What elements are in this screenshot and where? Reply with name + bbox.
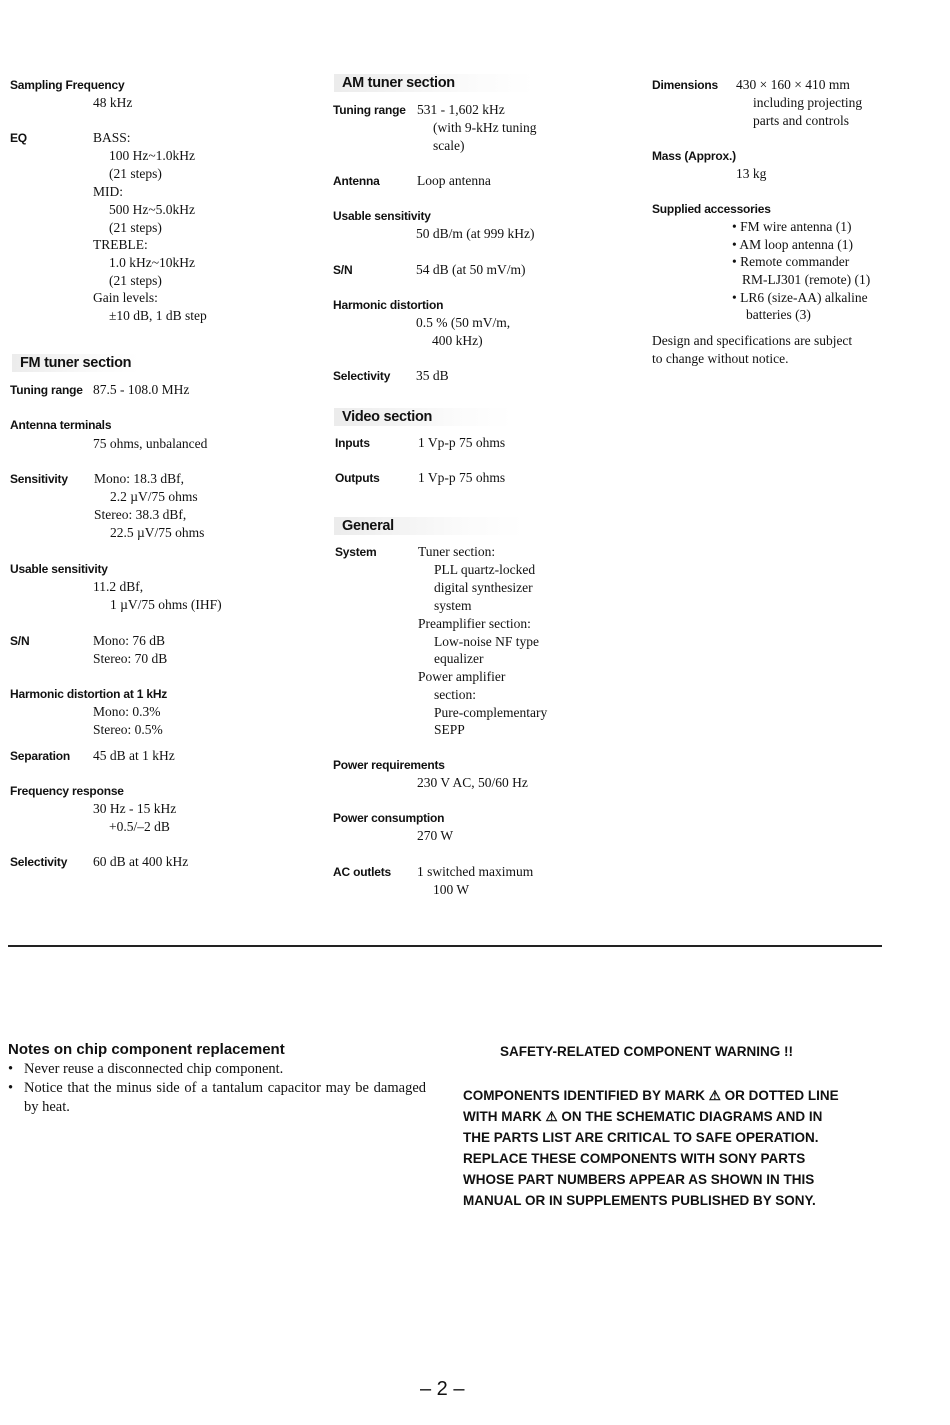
fm-sn-label: S/N xyxy=(10,634,30,648)
power-requirements-label: Power requirements xyxy=(333,758,445,772)
accessory-item: batteries (3) xyxy=(746,307,811,322)
dimensions-value-2: including projecting xyxy=(753,95,863,110)
fm-sensitivity-mono-2: 2.2 µV/75 ohms xyxy=(110,489,198,504)
accessory-item: • Remote commander xyxy=(732,254,850,269)
dimensions-label: Dimensions xyxy=(652,78,719,92)
fm-harmonic-distortion-stereo: Stereo: 0.5% xyxy=(93,722,163,737)
eq-bass: BASS: xyxy=(93,130,131,145)
fm-selectivity-label: Selectivity xyxy=(10,855,68,869)
am-harmonic-distortion-value: 0.5 % (50 mV/m, xyxy=(416,315,511,330)
fm-tuning-range-label: Tuning range xyxy=(10,383,83,397)
video-inputs-value: 1 Vp-p 75 ohms xyxy=(418,435,506,450)
horizontal-divider xyxy=(8,945,882,947)
fm-usable-sensitivity-label: Usable sensitivity xyxy=(10,562,108,576)
ac-outlets-label: AC outlets xyxy=(333,865,392,879)
fm-antenna-label: Antenna terminals xyxy=(10,418,112,432)
video-outputs-value: 1 Vp-p 75 ohms xyxy=(418,470,506,485)
notes-item: • Never reuse a disconnected chip component. xyxy=(8,1060,426,1079)
am-selectivity-label: Selectivity xyxy=(333,369,391,383)
system-line: SEPP xyxy=(434,722,465,737)
fm-sensitivity-mono: Mono: 18.3 dBf, xyxy=(94,471,185,486)
am-tuner-heading: AM tuner section xyxy=(334,74,535,92)
eq-bass-range: 100 Hz~1.0kHz xyxy=(109,148,196,163)
system-line: digital synthesizer xyxy=(434,580,533,595)
am-tuning-range-value: 531 - 1,602 kHz xyxy=(417,102,505,117)
eq-treble-range: 1.0 kHz~10kHz xyxy=(109,255,196,270)
am-usable-sensitivity-label: Usable sensitivity xyxy=(333,209,431,223)
system-line: PLL quartz-locked xyxy=(434,562,536,577)
eq-gain: Gain levels: xyxy=(93,290,158,305)
fm-antenna-value: 75 ohms, unbalanced xyxy=(93,436,208,451)
am-antenna-value: Loop antenna xyxy=(417,173,491,188)
am-usable-sensitivity-value: 50 dB/m (at 999 kHz) xyxy=(416,226,535,241)
ac-outlets-value: 1 switched maximum xyxy=(417,864,534,879)
notes-title: Notes on chip component replacement xyxy=(8,1041,285,1058)
am-sn-value: 54 dB (at 50 mV/m) xyxy=(416,262,526,277)
dimensions-value-3: parts and controls xyxy=(753,113,849,128)
fm-separation-label: Separation xyxy=(10,749,71,763)
fm-frequency-response-value-2: +0.5/–2 dB xyxy=(109,819,170,834)
accessory-item: • LR6 (size-AA) alkaline xyxy=(732,290,868,305)
am-harmonic-distortion-value-2: 400 kHz) xyxy=(432,333,483,348)
am-sn-label: S/N xyxy=(333,263,353,277)
system-label: System xyxy=(335,545,377,559)
am-tuning-range-value-3: scale) xyxy=(433,138,465,153)
am-antenna-label: Antenna xyxy=(333,174,380,188)
video-outputs-label: Outputs xyxy=(335,471,380,485)
dimensions-value: 430 × 160 × 410 mm xyxy=(736,77,850,92)
video-inputs-label: Inputs xyxy=(335,436,370,450)
fm-frequency-response-value: 30 Hz - 15 kHz xyxy=(93,801,177,816)
eq-mid-range: 500 Hz~5.0kHz xyxy=(109,202,196,217)
am-selectivity-value: 35 dB xyxy=(416,368,449,383)
general-heading: General xyxy=(334,517,524,535)
fm-tuner-heading: FM tuner section xyxy=(12,354,139,372)
fm-usable-sensitivity-value-2: 1 µV/75 ohms (IHF) xyxy=(110,597,222,612)
page-number: – 2 – xyxy=(420,1378,465,1400)
fm-selectivity-value: 60 dB at 400 kHz xyxy=(93,854,189,869)
fm-usable-sensitivity-value: 11.2 dBf, xyxy=(93,579,144,594)
system-line: Pure-complementary xyxy=(434,705,548,720)
fm-sensitivity-label: Sensitivity xyxy=(10,472,68,486)
system-line: equalizer xyxy=(434,651,484,666)
fm-frequency-response-label: Frequency response xyxy=(10,784,124,798)
fm-harmonic-distortion-label: Harmonic distortion at 1 kHz xyxy=(10,687,168,701)
system-line: Power amplifier xyxy=(418,669,506,684)
design-note-2: to change without notice. xyxy=(652,351,789,366)
fm-sensitivity-stereo-2: 22.5 µV/75 ohms xyxy=(110,525,205,540)
notes-item: • Notice that the minus side of a tantalum capacitor may be damaged by heat. xyxy=(8,1079,426,1117)
system-line: section: xyxy=(434,687,476,702)
am-tuning-range-label: Tuning range xyxy=(333,103,406,117)
ac-outlets-value-2: 100 W xyxy=(433,882,470,897)
fm-sn-stereo: Stereo: 70 dB xyxy=(93,651,168,666)
eq-treble-steps: (21 steps) xyxy=(109,273,162,288)
eq-mid-steps: (21 steps) xyxy=(109,220,162,235)
mass-value: 13 kg xyxy=(736,166,767,181)
safety-warning-title: SAFETY-RELATED COMPONENT WARNING !! xyxy=(500,1044,793,1059)
accessory-item: • AM loop antenna (1) xyxy=(732,237,853,252)
safety-warning-body: COMPONENTS IDENTIFIED BY MARK ⚠ OR DOTTED LINE WITH MARK ⚠ ON THE SCHEMATIC DIAGRAMS AND IN THE PARTS LIST ARE CRITICAL TO SAFE OPERATION. REPLACE THESE COMPONENTS WITH SONY PARTS WHOSE PART NUMBERS APPEAR AS SHOWN IN THIS MANUAL OR IN SUPPLEMENTS PUBLISHED BY SONY. xyxy=(463,1088,839,1208)
system-line: Low-noise NF type xyxy=(434,634,539,649)
eq-mid: MID: xyxy=(93,184,123,199)
system-line: Preamplifier section: xyxy=(418,616,531,631)
am-harmonic-distortion-label: Harmonic distortion xyxy=(333,298,444,312)
sampling-frequency-label: Sampling Frequency xyxy=(10,78,125,92)
accessory-item: • FM wire antenna (1) xyxy=(732,219,852,234)
eq-treble: TREBLE: xyxy=(93,237,148,252)
eq-label: EQ xyxy=(10,131,27,145)
mass-label: Mass (Approx.) xyxy=(652,149,736,163)
am-tuning-range-value-2: (with 9-kHz tuning xyxy=(433,120,537,135)
system-line: system xyxy=(434,598,472,613)
design-note: Design and specifications are subject xyxy=(652,333,853,348)
eq-bass-steps: (21 steps) xyxy=(109,166,162,181)
fm-tuning-range-value: 87.5 - 108.0 MHz xyxy=(93,382,190,397)
power-requirements-value: 230 V AC, 50/60 Hz xyxy=(417,775,528,790)
fm-sensitivity-stereo: Stereo: 38.3 dBf, xyxy=(94,507,187,522)
notes-list xyxy=(8,1060,426,1117)
video-section-heading: Video section xyxy=(334,408,512,426)
fm-sn-mono: Mono: 76 dB xyxy=(93,633,166,648)
power-consumption-label: Power consumption xyxy=(333,811,445,825)
fm-separation-value: 45 dB at 1 kHz xyxy=(93,748,175,763)
system-line: Tuner section: xyxy=(418,544,496,559)
fm-harmonic-distortion-mono: Mono: 0.3% xyxy=(93,704,161,719)
supplied-accessories-label: Supplied accessories xyxy=(652,202,771,216)
eq-gain-value: ±10 dB, 1 dB step xyxy=(109,308,207,323)
accessory-item: RM-LJ301 (remote) (1) xyxy=(742,272,871,287)
sampling-frequency-value: 48 kHz xyxy=(93,95,133,110)
power-consumption-value: 270 W xyxy=(417,828,454,843)
